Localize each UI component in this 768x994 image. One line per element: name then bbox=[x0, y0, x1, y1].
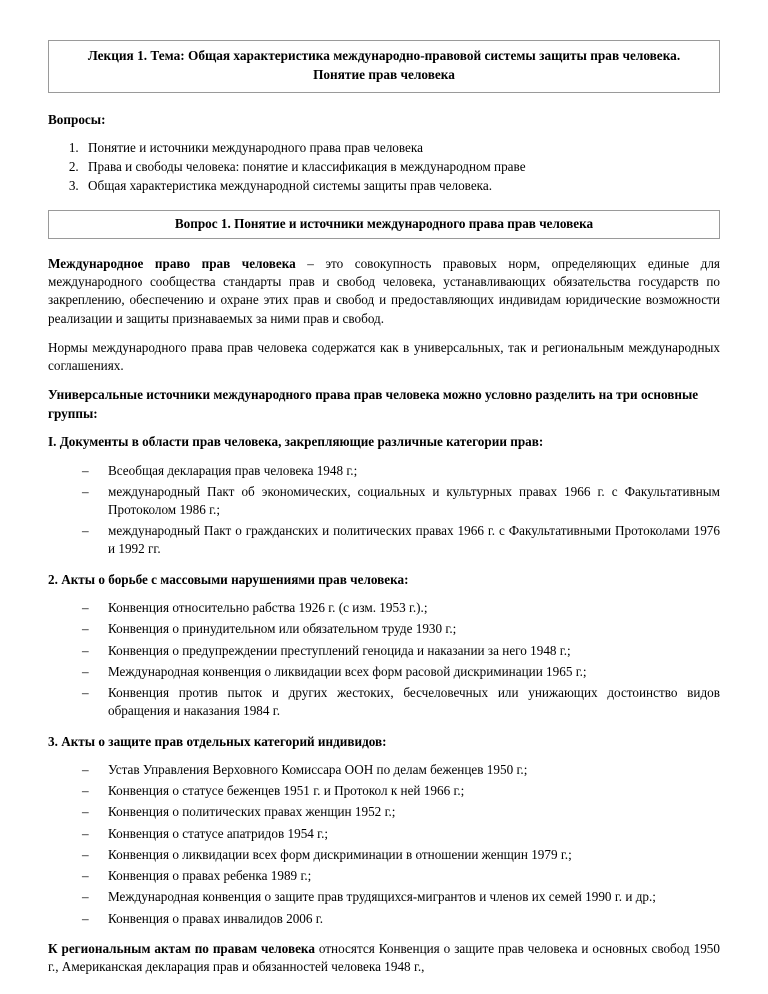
list-item: – Конвенция о принудительном или обязательном труде 1930 г.; bbox=[82, 620, 720, 638]
list-item: – Конвенция о статусе беженцев 1951 г. и Протокол к ней 1966 г.; bbox=[82, 782, 720, 800]
list-item: – Конвенция о предупреждении преступлений геноцида и наказании за него 1948 г.; bbox=[82, 642, 720, 660]
definition-term: Международное право прав человека bbox=[48, 255, 296, 271]
definition-paragraph bbox=[48, 255, 720, 328]
norms-paragraph: Нормы международного права прав человека содержатся как в универсальных, так и региональным международных соглашениях. bbox=[48, 339, 720, 373]
regional-text: относятся Конвенция о защите прав человека и основных свобод 1950 г., Американская декларация прав и обязанностей человека 1948 г., bbox=[48, 940, 720, 974]
group3-heading: 3. Акты о защите прав отдельных категорий индивидов: bbox=[48, 733, 387, 749]
section-heading-question-1: Вопрос 1. Понятие и источники международного права прав человека bbox=[48, 210, 720, 239]
list-item: – Конвенция о ликвидации всех форм дискриминации в отношении женщин 1979 г.; bbox=[82, 846, 720, 864]
group2-list bbox=[48, 599, 720, 720]
group1-list bbox=[48, 462, 720, 559]
list-item: – Международная конвенция о ликвидации всех форм расовой дискриминации 1965 г.; bbox=[82, 663, 720, 681]
group2-heading: 2. Акты о борьбе с массовыми нарушениями прав человека: bbox=[48, 571, 409, 587]
definition-text: – это совокупность правовых норм, определяющих единые для международного сообщества стандарты прав и свобод человека, устанавливающих обязательства государств по закреплению, обеспечению и охране этих прав и свобод и предоставляющих индивидам юридические возможности реализации и защиты признаваемых за ними прав и свобод. bbox=[48, 255, 720, 326]
group1-heading: I. Документы в области прав человека, закрепляющие различные категории прав: bbox=[48, 434, 544, 450]
list-item: – Международная конвенция о защите прав трудящихся-мигрантов и членов их семей 1990 г. и др.; bbox=[82, 888, 720, 906]
document-title: Лекция 1. Тема: Общая характеристика международно-правовой системы защиты прав человека. Понятие прав человека bbox=[48, 40, 720, 93]
questions-heading: Вопросы: bbox=[48, 111, 106, 127]
list-item: – Конвенция о правах инвалидов 2006 г. bbox=[82, 910, 720, 928]
questions-list bbox=[48, 139, 720, 196]
regional-lead: К региональным актам по правам человека bbox=[48, 940, 315, 956]
list-item: – международный Пакт о гражданских и политических правах 1966 г. с Факультативными Протоколами 1976 и 1992 гг. bbox=[82, 522, 720, 558]
list-item: – Конвенция о политических правах женщин 1952 г.; bbox=[82, 803, 720, 821]
list-item: – Конвенция о статусе апатридов 1954 г.; bbox=[82, 825, 720, 843]
list-item: – Конвенция против пыток и других жестоких, бесчеловечных или унижающих достоинство видов обращения и наказания 1984 г. bbox=[82, 684, 720, 720]
list-item: – Конвенция о правах ребенка 1989 г.; bbox=[82, 867, 720, 885]
list-item: – Всеобщая декларация прав человека 1948 г.; bbox=[82, 462, 720, 480]
list-item: – международный Пакт об экономических, социальных и культурных правах 1966 г. с Факультативным Протоколом 1986 г.; bbox=[82, 483, 720, 519]
list-item: – Устав Управления Верховного Комиссара ООН по делам беженцев 1950 г.; bbox=[82, 761, 720, 779]
group3-list bbox=[48, 761, 720, 928]
universal-sources-heading: Универсальные источники международного права прав человека можно условно разделить на три основные группы: bbox=[48, 387, 699, 421]
list-item: 3. Общая характеристика международной системы защиты прав человека. bbox=[82, 177, 720, 195]
list-item: 1. Понятие и источники международного права прав человека bbox=[82, 139, 720, 157]
list-item: 2. Права и свободы человека: понятие и классификация в международном праве bbox=[82, 158, 720, 176]
list-item: – Конвенция относительно рабства 1926 г. (с изм. 1953 г.).; bbox=[82, 599, 720, 617]
regional-paragraph bbox=[48, 940, 720, 976]
